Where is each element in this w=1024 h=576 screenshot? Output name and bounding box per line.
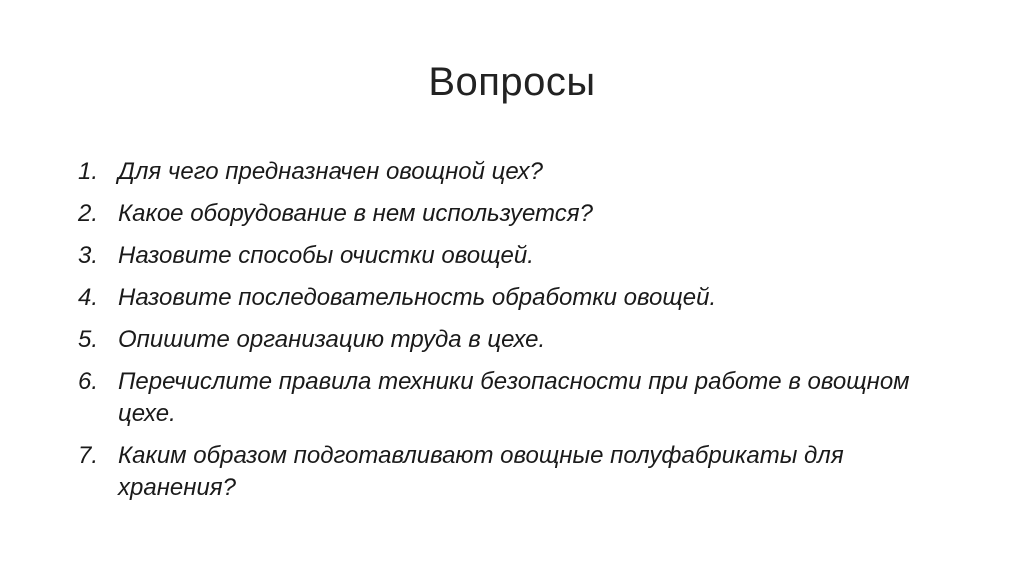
question-text: Опишите организацию труда в цехе. <box>118 326 546 353</box>
question-number: 7. <box>78 442 99 469</box>
question-item <box>78 366 958 430</box>
question-text: Для чего предназначен овощной цех? <box>118 158 544 185</box>
question-item <box>78 240 958 272</box>
question-item <box>78 440 958 504</box>
question-number: 4. <box>78 284 99 311</box>
question-item <box>78 324 958 356</box>
question-text: Назовите способы очистки овощей. <box>118 242 534 269</box>
question-item <box>78 198 958 230</box>
question-number: 6. <box>78 368 99 395</box>
question-number: 2. <box>78 200 99 227</box>
question-number: 3. <box>78 242 99 269</box>
question-text: Перечислите правила техники безопасности при работе в овощном цехе. <box>118 368 910 427</box>
question-item <box>78 156 958 188</box>
question-number: 1. <box>78 158 99 185</box>
question-text: Какое оборудование в нем используется? <box>118 200 593 227</box>
question-item <box>78 282 958 314</box>
question-list <box>78 156 958 514</box>
question-text: Каким образом подготавливают овощные полуфабрикаты для хранения? <box>118 442 844 501</box>
question-number: 5. <box>78 326 99 353</box>
question-text: Назовите последовательность обработки овощей. <box>118 284 717 311</box>
slide-title: Вопросы <box>428 60 596 104</box>
